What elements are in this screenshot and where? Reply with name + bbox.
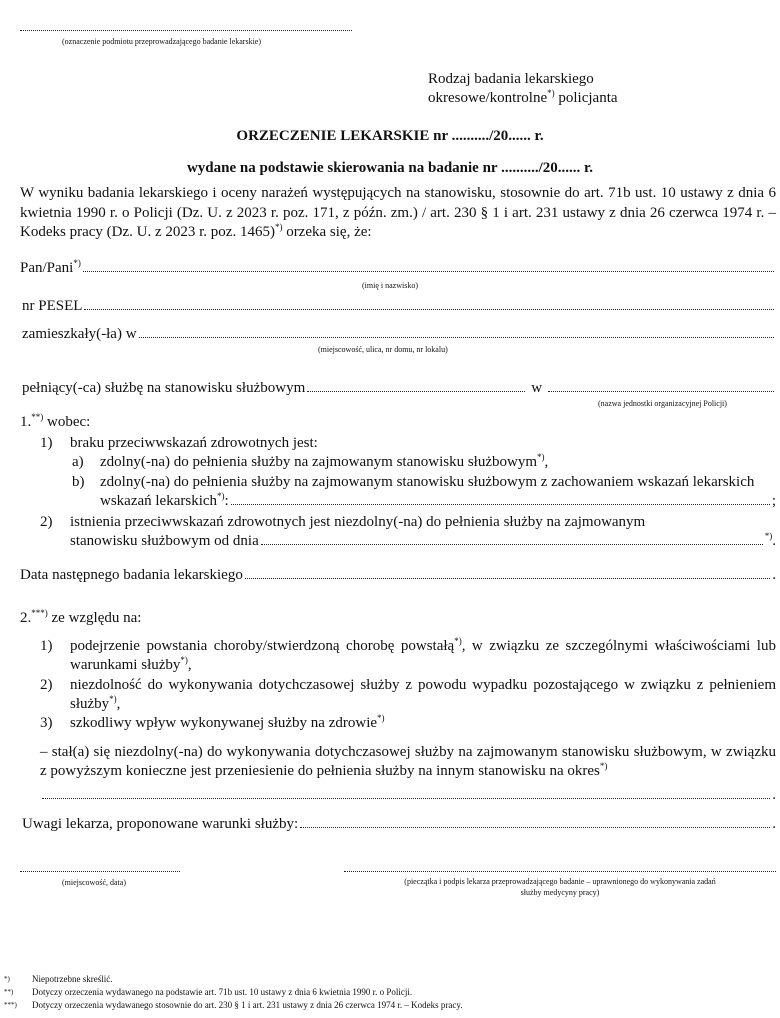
section2-conclusion: – stał(a) się niezdolny(-na) do wykonywania dotychczasowej służby na zajmowanym stanowisku służbowym, w związku z powyższym konieczne jest przeniesienie do pełnienia służby na innym stanowisku na okres*) xyxy=(40,744,776,779)
next-exam-field[interactable]: Data następnego badania lekarskiego . xyxy=(20,567,776,583)
unit-caption: (nazwa jednostki organizacyjnej Policji) xyxy=(598,399,727,408)
subject-line xyxy=(20,18,352,31)
footnote-1: *) Niepotrzebne skreślić. xyxy=(4,974,113,984)
exam-type-line1: Rodzaj badania lekarskiego xyxy=(428,71,594,87)
section2-heading: 2.***) ze względu na: xyxy=(20,608,142,626)
residence-dots xyxy=(139,336,774,338)
footnote-2: **) Dotyczy orzeczenia wydawanego na podstawie art. 71b ust. 10 ustawy z dnia 6 kwietnia 1990 r. o Policji. xyxy=(4,987,413,997)
period-field[interactable]: . xyxy=(40,786,776,805)
document-title: ORZECZENIE LEKARSKIE nr ........../20...... r. xyxy=(236,128,544,144)
section2-item2: 2) niezdolność do wykonywania dotychczasowej służby z powodu wypadku pozostającego w związku z pełnieniem służby*), xyxy=(40,677,776,712)
residence-label: zamieszkały(-ła) w xyxy=(22,326,137,342)
section1-item2-line2[interactable]: stanowisku służbowym od dnia *). xyxy=(70,531,776,549)
name-caption: (imię i nazwisko) xyxy=(362,281,418,290)
name-label: Pan/Pani*) xyxy=(20,258,81,276)
remarks-label: Uwagi lekarza, proponowane warunki służby: xyxy=(22,816,299,832)
signature-caption: (pieczątka i podpis lekarza przeprowadzającego badanie – uprawnionego do wykonywania zadań służby medycyny pracy) xyxy=(404,877,716,897)
section1-item2: 2) istnienia przeciwwskazań zdrowotnych jest niezdolny(-na) do pełnienia służby na zajmowanym xyxy=(40,514,646,530)
residence-field[interactable] xyxy=(22,325,776,344)
exam-type xyxy=(428,70,618,108)
place-date-line[interactable] xyxy=(20,859,180,872)
residence-caption: (miejscowość, ulica, nr domu, nr lokalu) xyxy=(318,345,448,354)
section2-item3: 3) szkodliwy wpływ wykonywanej służby na zdrowie*) xyxy=(40,713,385,731)
service-field[interactable] xyxy=(22,379,776,398)
next-exam-dots xyxy=(245,577,770,579)
name-dots xyxy=(83,270,774,272)
pesel-field[interactable] xyxy=(22,297,776,316)
position-dots xyxy=(307,390,525,392)
section1-heading: 1.**) wobec: xyxy=(20,412,91,430)
document-subtitle: wydane na podstawie skierowania na badanie nr ........../20...... r. xyxy=(186,160,594,176)
section2-item1: 1) podejrzenie powstania choroby/stwierdzoną chorobę powstałą*), w związku ze szczególnymi właściwościami lub warunkami służby*), xyxy=(40,636,776,673)
remarks-field[interactable]: Uwagi lekarza, proponowane warunki służby: . xyxy=(22,816,776,832)
period-dots xyxy=(42,797,770,799)
next-exam-label: Data następnego badania lekarskiego xyxy=(20,567,243,583)
section1-item1: 1) braku przeciwwskazań zdrowotnych jest: xyxy=(40,435,318,451)
signature-line[interactable] xyxy=(344,859,776,872)
footnotes xyxy=(4,973,774,1012)
section1-item-a: a) zdolny(-na) do pełnienia służby na zajmowanym stanowisku służbowym*), xyxy=(72,452,549,470)
unfit-date-dots xyxy=(261,543,763,545)
exam-type-line2: okresowe/kontrolne*) policjanta xyxy=(428,88,618,106)
indications-dots xyxy=(231,503,770,505)
name-field[interactable] xyxy=(20,259,776,278)
remarks-dots xyxy=(300,826,770,828)
service-w: w xyxy=(531,380,543,396)
service-label: pełniący(-ca) służbę na stanowisku służbowym xyxy=(22,380,306,396)
unit-dots xyxy=(548,390,774,392)
subject-caption: (oznaczenie podmiotu przeprowadzającego badanie lekarskie) xyxy=(62,37,262,46)
pesel-dots xyxy=(84,308,774,310)
pesel-label: nr PESEL xyxy=(22,298,83,314)
footnote-3: ***) Dotyczy orzeczenia wydawanego stosownie do art. 230 § 1 i art. 231 ustawy z dnia 26 czerwca 1974 r. – Kodeks pracy. xyxy=(4,1000,463,1010)
intro-paragraph: W wyniku badania lekarskiego i oceny narażeń występujących na stanowisku, stosownie do art. 71b ust. 10 ustawy z dnia 6 kwietnia 1990 r. o Policji (Dz. U. z 2023 r. poz. 171, z późn. zm.) / art. 230 § 1 i art. 231 ustawy z dnia 26 czerwca 1974 r. – Kodeks pracy (Dz. U. z 2023 r. poz. 1465)*) orzeka się, że: xyxy=(20,185,776,240)
section1-item-b: b) zdolny(-na) do pełnienia służby na zajmowanym stanowisku służbowym z zachowaniem wskazań lekarskich xyxy=(72,474,755,490)
section1-item-b-line2[interactable]: wskazań lekarskich*): ; xyxy=(100,491,776,509)
place-date-caption: (miejscowość, data) xyxy=(62,878,126,887)
